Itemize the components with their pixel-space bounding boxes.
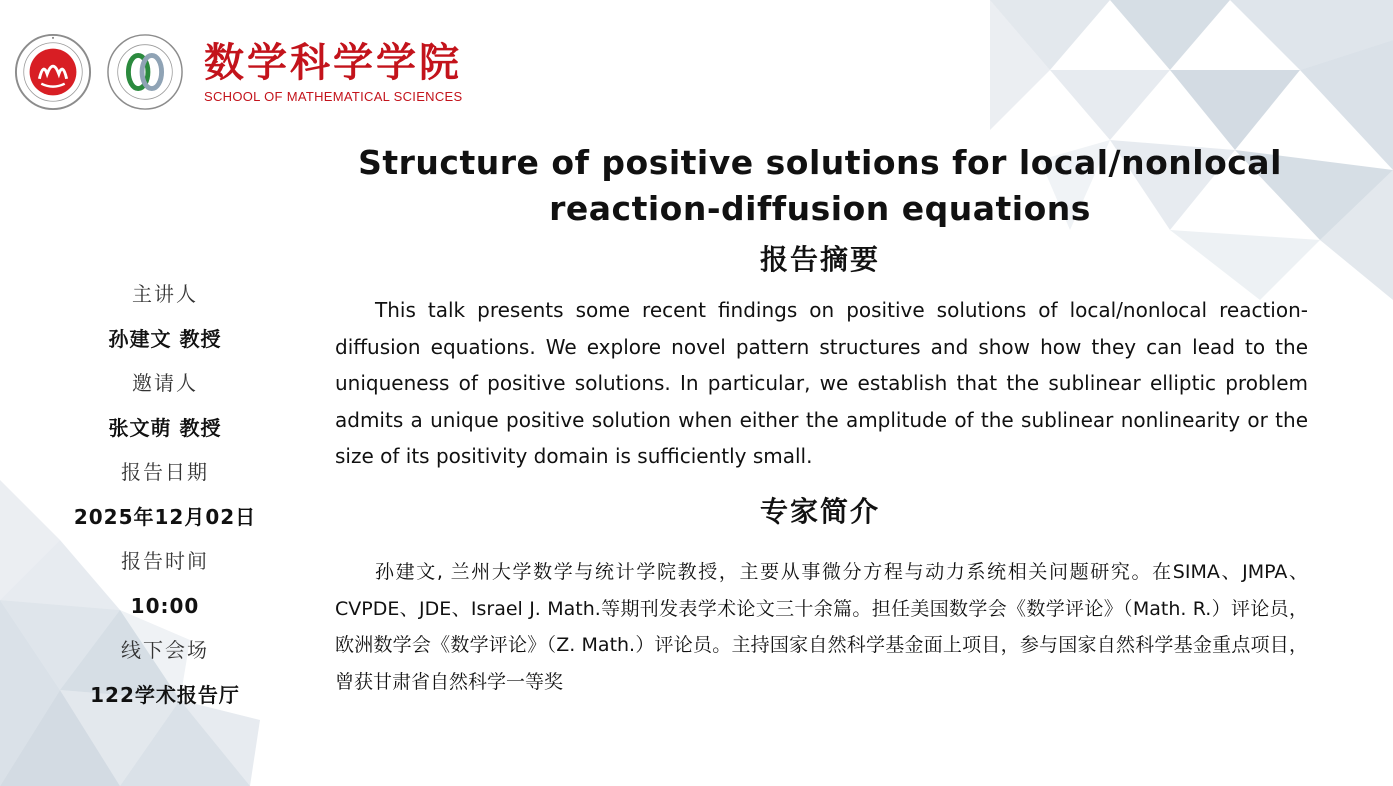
abstract-heading: 报告摘要 bbox=[759, 243, 880, 276]
time-value: 10:00 bbox=[130, 593, 200, 618]
event-info-sidebar bbox=[60, 272, 270, 717]
university-logo bbox=[14, 33, 92, 111]
school-logo bbox=[106, 33, 184, 111]
time-label: 报告时间 bbox=[121, 549, 209, 573]
bio-heading: 专家简介 bbox=[759, 495, 880, 528]
header bbox=[14, 32, 463, 112]
school-name-cn: 数学科学学院 bbox=[204, 39, 462, 86]
speaker-name: 孙建文 教授 bbox=[108, 326, 222, 351]
inviter-label: 邀请人 bbox=[132, 371, 198, 395]
venue-value: 122学术报告厅 bbox=[90, 682, 240, 707]
venue-label: 线下会场 bbox=[121, 638, 209, 662]
school-name-en: SCHOOL OF MATHEMATICAL SCIENCES bbox=[204, 88, 463, 104]
date-value: 2025年12月02日 bbox=[73, 504, 257, 529]
inviter-name: 张文萌 教授 bbox=[108, 415, 222, 440]
date-label: 报告日期 bbox=[121, 460, 209, 484]
talk-title: Structure of positive solutions for local/nonlocal reaction-diffusion equations bbox=[358, 143, 1282, 228]
bio-text: 孙建文, 兰州大学数学与统计学院教授，主要从事微分方程与动力系统相关问题研究。在SIMA、JMPA、CVPDE、JDE、Israel J. Math.等期刊发表学术论文三十余篇。担任美国数学会《数学评论》（Math. R.）评论员，欧洲数学会《数学评论》（Z. Math.）评论员。主持国家自然科学基金面上项目，参与国家自然科学基金重点项目，曾获甘肃省自然科学一等奖 bbox=[335, 561, 1308, 693]
speaker-label: 主讲人 bbox=[132, 282, 198, 306]
abstract-text: This talk presents some recent findings on positive solutions of local/nonlocal reaction-diffusion equations. We explore novel pattern structures and show how they can lead to the uniqueness of positive solutions. In particular, we establish that the sublinear elliptic problem admits a unique positive solution when either the amplitude of the sublinear nonlinearity or the size of its positivity domain is sufficiently small. bbox=[335, 298, 1308, 468]
